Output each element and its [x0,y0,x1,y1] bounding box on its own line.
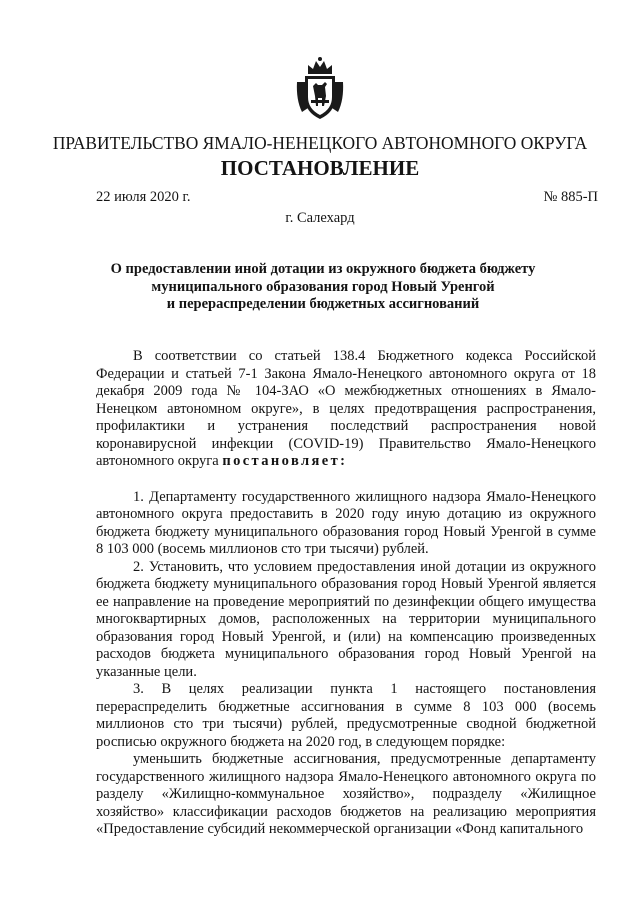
coat-of-arms-icon [294,56,346,127]
title-line: муниципального образования город Новый Уренгой [151,278,495,295]
paragraph-4: уменьшить бюджетные ассигнования, предусмотренные департаменту государственного жилищного надзора Ямало-Ненецкого автономного округа по разделу «Жилищно-коммунальное хозяйство», подразделу «Жилищное хозяйство» классификации расходов бюджетов на реализацию мероприятия «Предоставление субсидий некоммерческой организации «Фонд капитального [96,751,596,837]
preamble-paragraph [96,348,596,471]
government-name: ПРАВИТЕЛЬСТВО ЯМАЛО-НЕНЕЦКОГО АВТОНОМНОГО ОКРУГА [52,133,588,153]
document-date: 22 июля 2020 г. [96,189,191,205]
paragraph-3: 3. В целях реализации пункта 1 настоящего постановления перераспределить бюджетные ассигнования в сумме 8 103 000 (восемь миллионов сто три тысячи) рублей, предусмотренные сводной бюджетной росписью окружного бюджета на 2020 год, в следующем порядке: [96,681,596,750]
title-line: и перераспределении бюджетных ассигнований [166,296,480,312]
title-line: О предоставлении иной дотации из окружного бюджета бюджету [110,261,536,277]
resolves-word: постановляет: [222,453,348,469]
document-body [96,348,596,839]
paragraph-1: 1. Департаменту государственного жилищного надзора Ямало-Ненецкого автономного округа предоставить в 2020 году иную дотацию из окружного бюджета бюджету муниципального образования город Новый Уренгой в сумме 8 103 000 (восемь миллионов сто три тысячи) рублей. [96,488,596,557]
document-city: г. Салехард [285,210,355,226]
document-number: № 885-П [543,189,598,205]
document-type-title: ПОСТАНОВЛЕНИЕ [220,156,420,180]
paragraph-2: 2. Установить, что условием предоставления иной дотации из окружного бюджета бюджету муниципального образования город Новый Уренгой является ее направление на проведение мероприятий по дезинфекции общего имущества многоквартирных домов, расположенных на территории муниципального образования город Новый Уренгой, и (или) на компенсацию произведенных расходов бюджета муниципального образования город Новый Уренгой на указанные цели. [96,558,596,680]
document-title [100,261,546,314]
preamble-text: В соответствии со статьей 138.4 Бюджетного кодекса Российской Федерации и статьей 7-1 Закона Ямало-Ненецкого автономного округа от 18 декабря 2009 года № 104-ЗАО «О межбюджетных отношениях в Ямало-Ненецком автономном округе», в целях предотвращения распространения, профилактики и устранения последствий распространения новой коронавирусной инфекции (COVID-19) Правительство Ямало-Ненецкого автономного округа [96,348,596,469]
